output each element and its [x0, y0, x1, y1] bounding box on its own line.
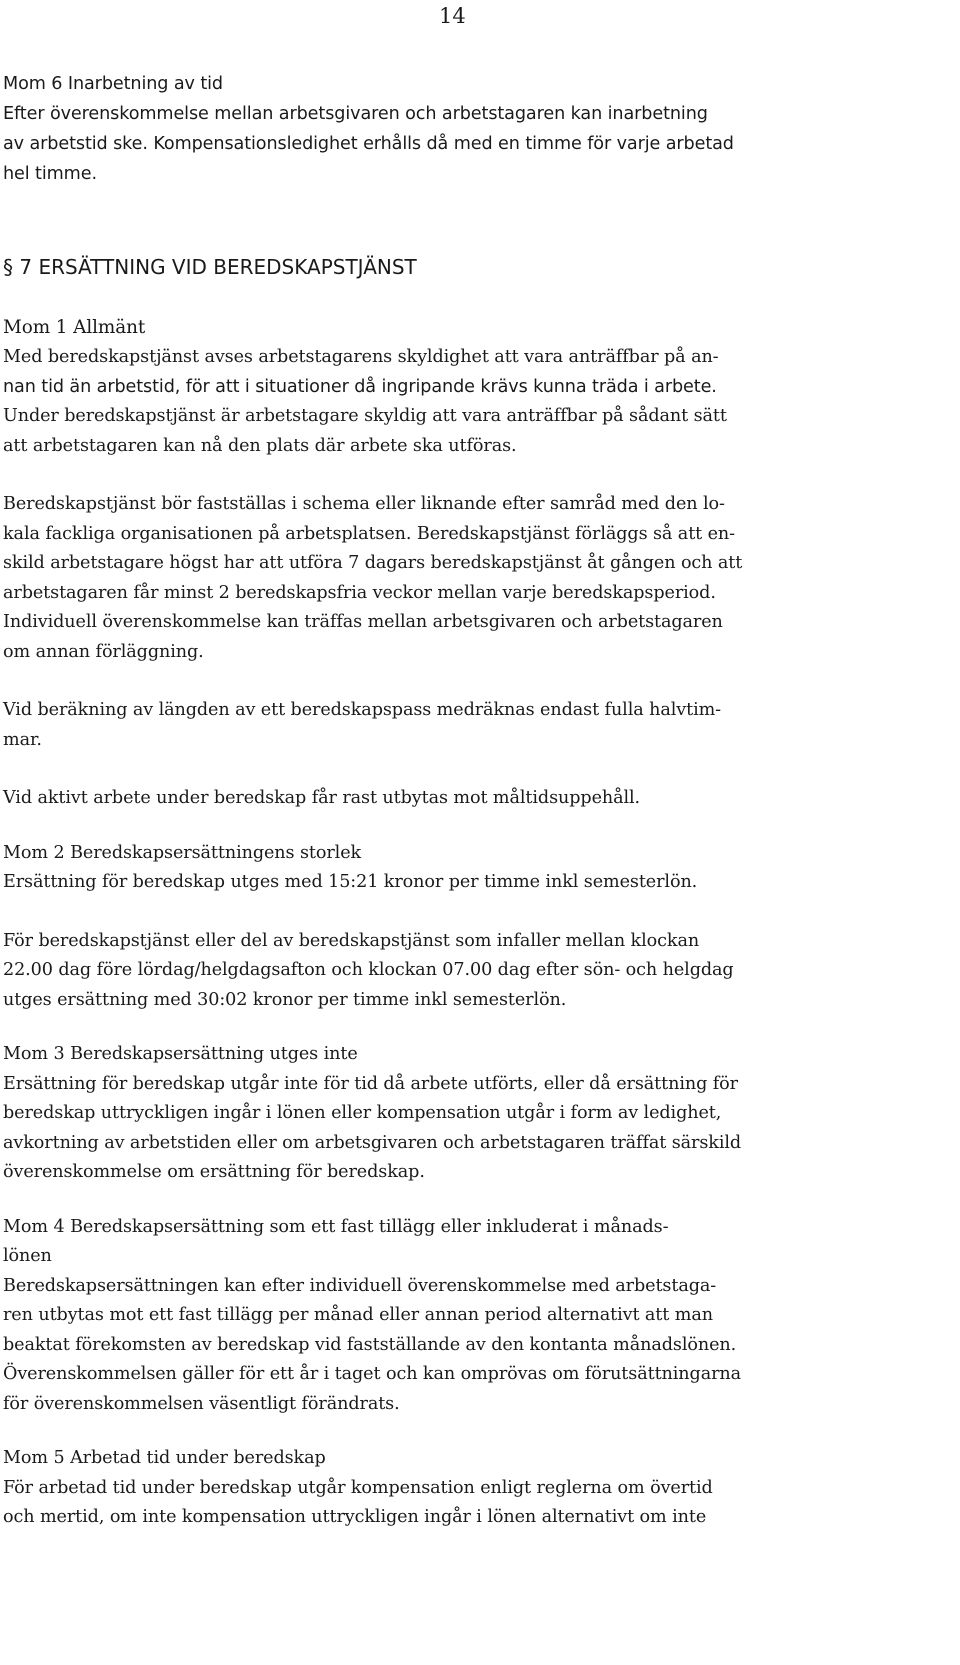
section-heading: Mom 3 Beredskapsersättning utges inte — [3, 1044, 358, 1064]
text-line: Med beredskapstjänst avses arbetstagarens skyldighet att vara anträffbar på an- — [3, 346, 719, 367]
section-mom6 — [3, 69, 958, 189]
text-line: utges ersättning med 30:02 kronor per timme inkl semesterlön. — [3, 989, 567, 1010]
text-line: Beredskapstjänst bör fastställas i schema eller liknande efter samråd med den lo- — [3, 494, 725, 514]
text-line: För beredskapstjänst eller del av beredskapstjänst som infaller mellan klockan — [3, 930, 700, 951]
text-line: Ersättning för beredskap utgår inte för tid då arbete utförts, eller då ersättning för — [3, 1073, 738, 1094]
text-line: mar. — [3, 729, 42, 750]
text-line: Överenskommelsen gäller för ett år i taget och kan omprövas om förutsättningarna — [3, 1364, 742, 1384]
text-line: 22.00 dag före lördag/helgdagsafton och klockan 07.00 dag efter sön- och helgdag — [3, 960, 734, 980]
text-line: beredskap uttryckligen ingår i lönen eller kompensation utgår i form av ledighet, — [3, 1103, 722, 1123]
text-line: avkortning av arbetstiden eller om arbetsgivaren och arbetstagaren träffat särskild — [3, 1132, 742, 1153]
section-heading: Mom 1 Allmänt — [3, 317, 146, 338]
text-line: skild arbetstagare högst har att utföra 7 dagars beredskapstjänst åt gången och att — [3, 553, 743, 573]
section-heading: Mom 4 Beredskapsersättning som ett fast tillägg eller inkluderat i månads- — [3, 1216, 669, 1237]
text-line: beaktat förekomsten av beredskap vid fastställande av den kontanta månadslönen. — [3, 1334, 737, 1355]
text-line: och mertid, om inte kompensation uttryckligen ingår i lönen alternativt om inte — [3, 1507, 707, 1527]
section-heading: Mom 2 Beredskapsersättningens storlek — [3, 842, 362, 863]
section-heading: Mom 5 Arbetad tid under beredskap — [3, 1448, 326, 1468]
section-mom3 — [3, 1040, 958, 1188]
text-line: kala fackliga organisationen på arbetsplatsen. Beredskapstjänst förläggs så att en- — [3, 523, 736, 544]
text-line: Ersättning för beredskap utges med 15:21 kronor per timme inkl semesterlön. — [3, 872, 698, 892]
section-heading-continued: lönen — [3, 1246, 52, 1266]
section-mom4 — [3, 1213, 958, 1420]
text-line: om annan förläggning. — [3, 641, 204, 662]
text-line: För arbetad tid under beredskap utgår kompensation enligt reglerna om övertid — [3, 1477, 713, 1498]
text-line: arbetstagaren får minst 2 beredskapsfria veckor mellan varje beredskapsperiod. — [3, 582, 716, 603]
text-line: Beredskapsersättningen kan efter individuell överenskommelse med arbetstaga- — [3, 1275, 717, 1296]
document-body — [3, 70, 958, 1533]
text-line: ren utbytas mot ett fast tillägg per månad eller annan period alternativt att man — [3, 1305, 713, 1325]
text-line: hel timme. — [3, 164, 97, 184]
text-line: överenskommelse om ersättning för beredskap. — [3, 1162, 425, 1182]
section-heading: Mom 6 Inarbetning av tid — [3, 74, 223, 94]
page-number: 14 — [439, 4, 466, 28]
text-line: för överenskommelsen väsentligt förändrats. — [3, 1393, 400, 1414]
text-line: Under beredskapstjänst är arbetstagare skyldig att vara anträffbar på sådant sätt — [3, 406, 727, 426]
section-mom2 — [3, 839, 958, 1016]
text-line: Efter överenskommelse mellan arbetsgivaren och arbetstagaren kan inarbetning — [3, 104, 708, 124]
text-line: nan tid än arbetstid, för att i situationer då ingripande krävs kunna träda i arbete. — [3, 377, 717, 397]
text-line: Vid beräkning av längden av ett beredskapspass medräknas endast fulla halvtim- — [3, 700, 722, 720]
text-line: Individuell överenskommelse kan träffas mellan arbetsgivaren och arbetstagaren — [3, 612, 723, 632]
text-line: att arbetstagaren kan nå den plats där arbete ska utföras. — [3, 435, 517, 456]
text-line: Vid aktivt arbete under beredskap får rast utbytas mot måltidsuppehåll. — [3, 788, 641, 808]
chapter-title: § 7 ERSÄTTNING VID BEREDSKAPSTJÄNST — [3, 255, 417, 279]
section-mom1 — [3, 313, 958, 814]
text-line: av arbetstid ske. Kompensationsledighet erhålls då med en timme för varje arbetad — [3, 134, 734, 154]
section-mom5 — [3, 1444, 958, 1533]
